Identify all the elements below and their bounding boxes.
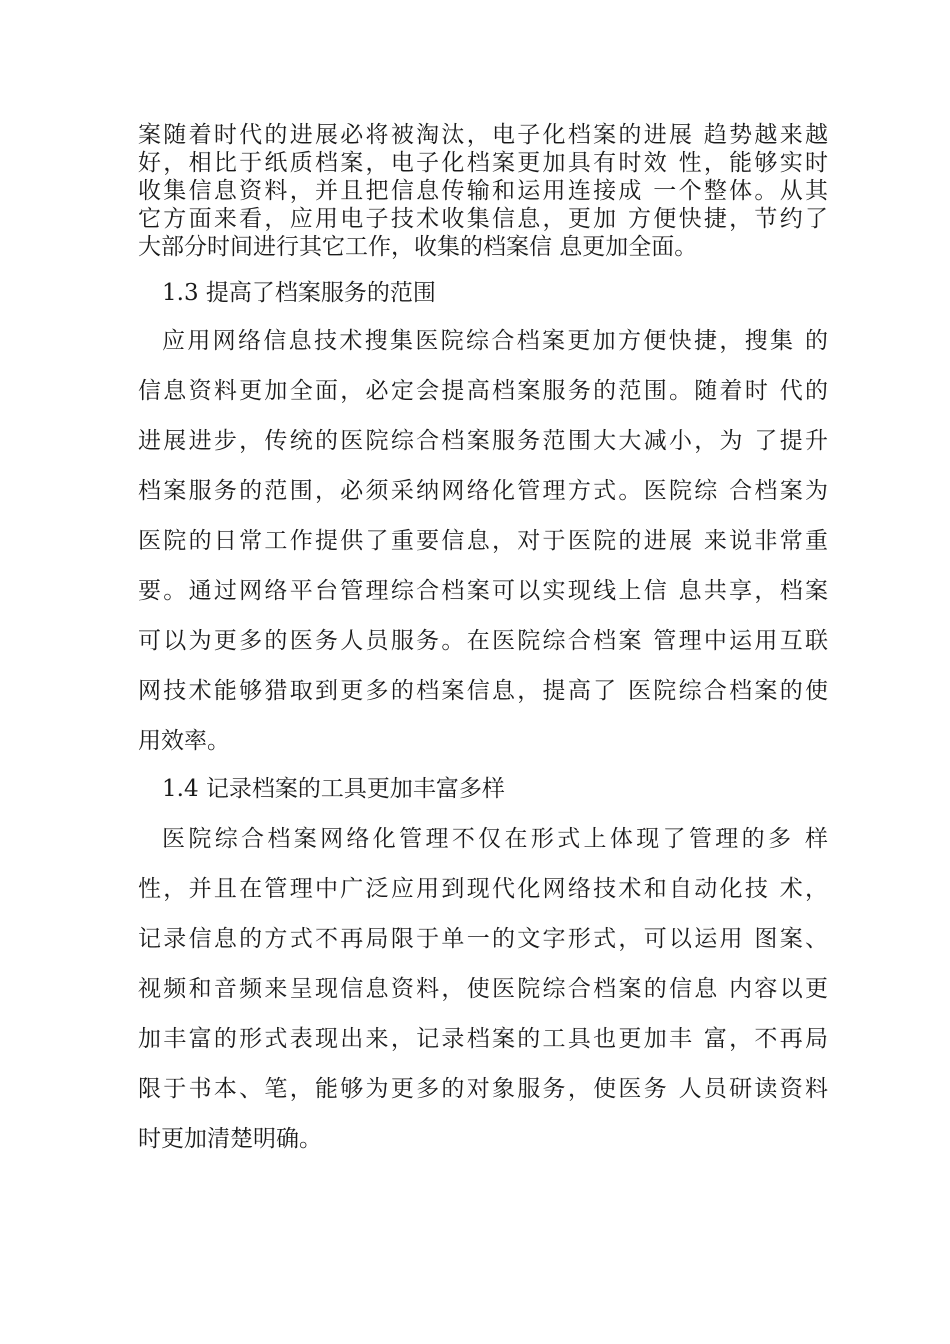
- section-1-4-line: 加丰富的形式表现出来，记录档案的工具也更加丰 富，不再局: [138, 1026, 828, 1052]
- intro-line: 收集信息资料，并且把信息传输和运用连接成 一个整体。从其: [138, 178, 828, 204]
- intro-line: 大部分时间进行其它工作，收集的档案信 息更加全面。: [138, 234, 698, 260]
- intro-line: 好，相比于纸质档案，电子化档案更加具有时效 性，能够实时: [138, 150, 828, 176]
- section-1-4-line: 医院综合档案网络化管理不仅在形式上体现了管理的多 样: [162, 826, 828, 852]
- section-1-4-line: 性，并且在管理中广泛应用到现代化网络技术和自动化技 术，: [138, 876, 828, 902]
- section-1-3-line: 用效率。: [138, 728, 230, 754]
- section-1-4-line: 记录信息的方式不再局限于单一的文字形式，可以运用 图案、: [138, 926, 828, 952]
- section-1-4-line: 限于书本、笔，能够为更多的对象服务，使医务 人员研读资料: [138, 1076, 828, 1102]
- section-1-3-line: 医院的日常工作提供了重要信息，对于医院的进展 来说非常重: [138, 528, 828, 554]
- intro-line: 它方面来看，应用电子技术收集信息，更加 方便快捷，节约了: [138, 206, 828, 232]
- section-heading-1-4: 1.4 记录档案的工具更加丰富多样: [162, 776, 505, 802]
- intro-line: 案随着时代的进展必将被淘汰，电子化档案的进展 趋势越来越: [138, 122, 828, 148]
- section-1-3-line: 档案服务的范围，必须采纳网络化管理方式。医院综 合档案为: [138, 478, 828, 504]
- section-1-3-line: 信息资料更加全面，必定会提高档案服务的范围。随着时 代的: [138, 378, 828, 404]
- section-1-3-line: 应用网络信息技术搜集医院综合档案更加方便快捷，搜集 的: [162, 328, 828, 354]
- section-1-3-line: 可以为更多的医务人员服务。在医院综合档案 管理中运用互联: [138, 628, 828, 654]
- section-1-3-line: 要。通过网络平台管理综合档案可以实现线上信 息共享，档案: [138, 578, 828, 604]
- section-heading-1-3: 1.3 提高了档案服务的范围: [162, 280, 436, 306]
- section-1-4-line: 时更加清楚明确。: [138, 1126, 322, 1152]
- section-1-4-line: 视频和音频来呈现信息资料，使医院综合档案的信息 内容以更: [138, 976, 828, 1002]
- section-1-3-line: 网技术能够猎取到更多的档案信息，提高了 医院综合档案的使: [138, 678, 828, 704]
- section-1-3-line: 进展进步，传统的医院综合档案服务范围大大减小，为 了提升: [138, 428, 828, 454]
